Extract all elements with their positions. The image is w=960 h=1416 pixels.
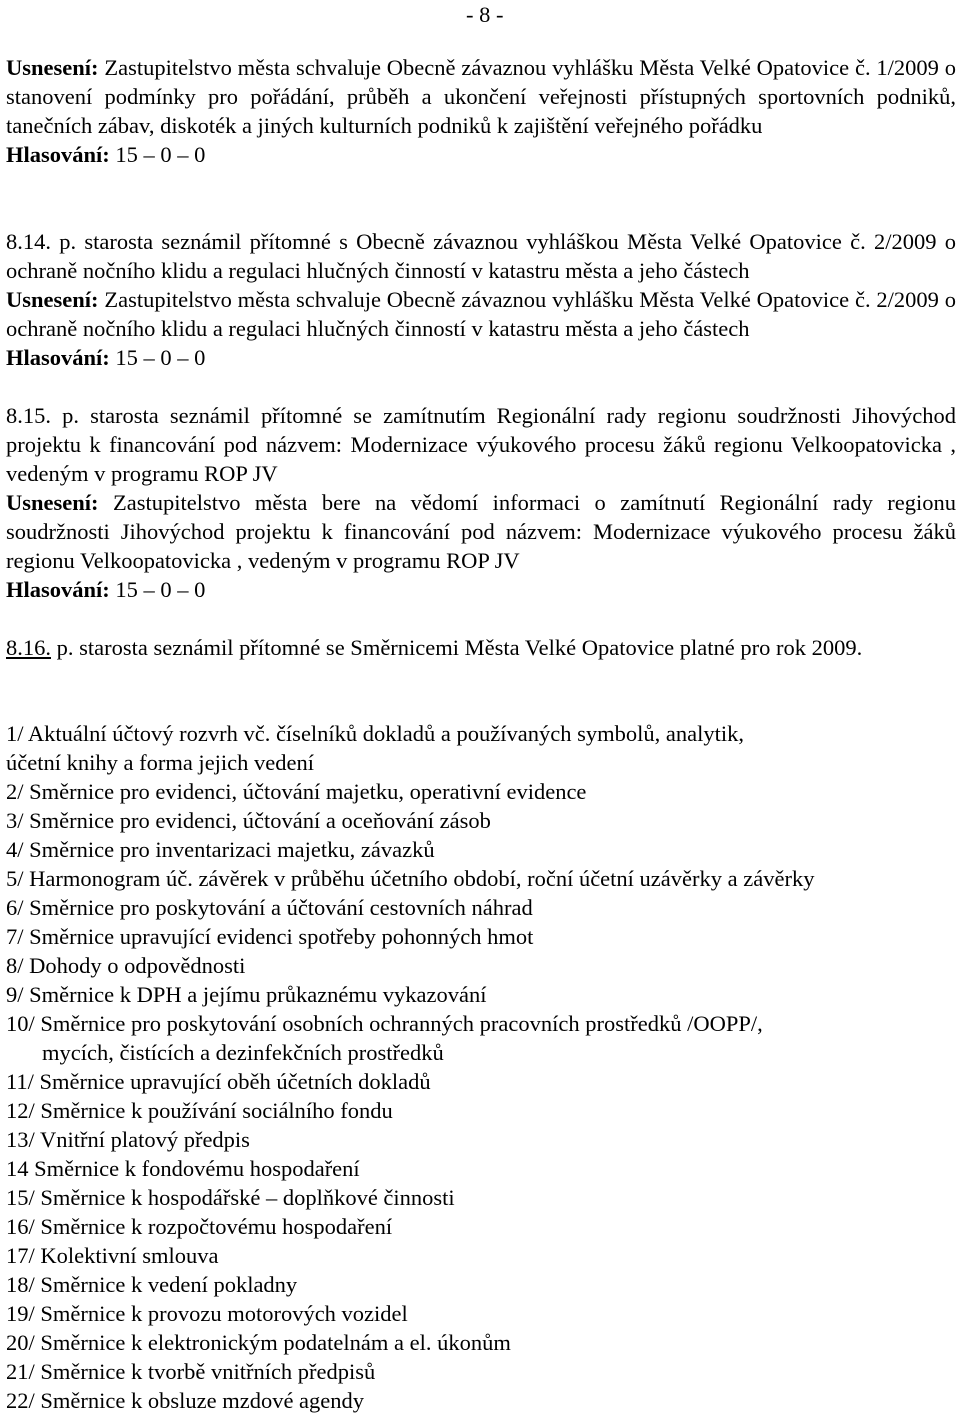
list-item: 9/ Směrnice k DPH a jejímu průkaznému vykazování [6,982,487,1007]
resolution-text: Zastupitelstvo města schvaluje Obecně závaznou vyhlášku Města Velké Opatovice č. 2/2009 o ochraně nočního klidu a regulaci hlučných činností v katastru města a jeho částech [6,287,957,341]
list-item: 15/ Směrnice k hospodářské – doplňkové činnosti [6,1185,455,1210]
agenda-item-8-14 [6,227,956,372]
item-text: p. starosta seznámil přítomné se Směrnicemi Města Velké Opatovice platné pro rok 2009. [56,635,863,660]
list-item: 4/ Směrnice pro inventarizaci majetku, závazků [6,837,435,862]
directives-list [6,719,956,1415]
list-item: 14 Směrnice k fondovému hospodaření [6,1156,360,1181]
list-item: 22/ Směrnice k obsluze mzdové agendy [6,1388,365,1413]
resolution-text: Zastupitelstvo města schvaluje Obecně závaznou vyhlášku Města Velké Opatovice č. 1/2009 o stanovení podmínky pro pořádání, průběh a ukončení veřejnosti přístupných sportovních podniků, tanečních zábav, diskoték a jiných kulturních podniků k zajištění veřejného pořádku [6,55,957,138]
list-item: 13/ Vnitřní platový předpis [6,1127,250,1152]
list-item: 7/ Směrnice upravující evidenci spotřeby pohonných hmot [6,924,534,949]
list-item: 12/ Směrnice k používání sociálního fondu [6,1098,393,1123]
resolution-label: Usnesení: [6,287,99,312]
list-item: 20/ Směrnice k elektronickým podatelnám a el. úkonům [6,1330,511,1355]
list-item: 6/ Směrnice pro poskytování a účtování cestovních náhrad [6,895,533,920]
list-item: účetní knihy a forma jejich vedení [6,750,315,775]
list-item: 11/ Směrnice upravující oběh účetních dokladů [6,1069,431,1094]
list-item: 21/ Směrnice k tvorbě vnitřních předpisů [6,1359,376,1384]
resolution-label: Usnesení: [6,490,99,515]
item-number: 8.16. [6,635,51,660]
resolution-text: Zastupitelstvo města bere na vědomí informaci o zamítnutí Regionální rady regionu soudržnosti Jihovýchod projektu k financování pod názvem: Modernizace výukového procesu žáků regionu Velkoopatovicka , vedeným v programu ROP JV [6,490,957,573]
list-item: 17/ Kolektivní smlouva [6,1243,219,1268]
item-number: 8.15. [6,403,51,428]
vote-result: 15 – 0 – 0 [115,142,206,167]
vote-result: 15 – 0 – 0 [115,345,206,370]
list-item: 3/ Směrnice pro evidenci, účtování a oceňování zásob [6,808,491,833]
vote-label: Hlasování: [6,142,110,167]
item-number: 8.14. [6,229,51,254]
list-item: 8/ Dohody o odpovědnosti [6,953,246,978]
vote-label: Hlasování: [6,577,110,602]
list-item: mycích, čistících a dezinfekčních prostředků [42,1040,444,1065]
list-item: 18/ Směrnice k vedení pokladny [6,1272,298,1297]
vote-result: 15 – 0 – 0 [115,577,206,602]
list-item: 19/ Směrnice k provozu motorových vozidel [6,1301,408,1326]
agenda-item-8-16 [6,633,956,662]
list-item: 10/ Směrnice pro poskytování osobních ochranných pracovních prostředků /OOPP/, [6,1011,763,1036]
list-item: 5/ Harmonogram úč. závěrek v průběhu účetního období, roční účetní uzávěrky a závěrky [6,866,815,891]
item-text: p. starosta seznámil přítomné se zamítnutím Regionální rady regionu soudržnosti Jihovýchod projektu k financování pod názvem: Modernizace výukového procesu žáků regionu Velkoopatovicka , vedeným v programu ROP JV [6,403,956,486]
resolution-label: Usnesení: [6,55,99,80]
page-number: - 8 - [466,2,504,27]
item-text: p. starosta seznámil přítomné s Obecně závaznou vyhláškou Města Velké Opatovice č. 2/2009 o ochraně nočního klidu a regulaci hlučných činností v katastru města a jeho částech [6,229,956,283]
agenda-item-8-15 [6,401,956,604]
list-item: 2/ Směrnice pro evidenci, účtování majetku, operativní evidence [6,779,587,804]
list-item: 16/ Směrnice k rozpočtovému hospodaření [6,1214,393,1239]
resolution-block-1 [6,53,956,169]
list-item: 1/ Aktuální účtový rozvrh vč. číselníků dokladů a používaných symbolů, analytik, [6,721,744,746]
vote-label: Hlasování: [6,345,110,370]
